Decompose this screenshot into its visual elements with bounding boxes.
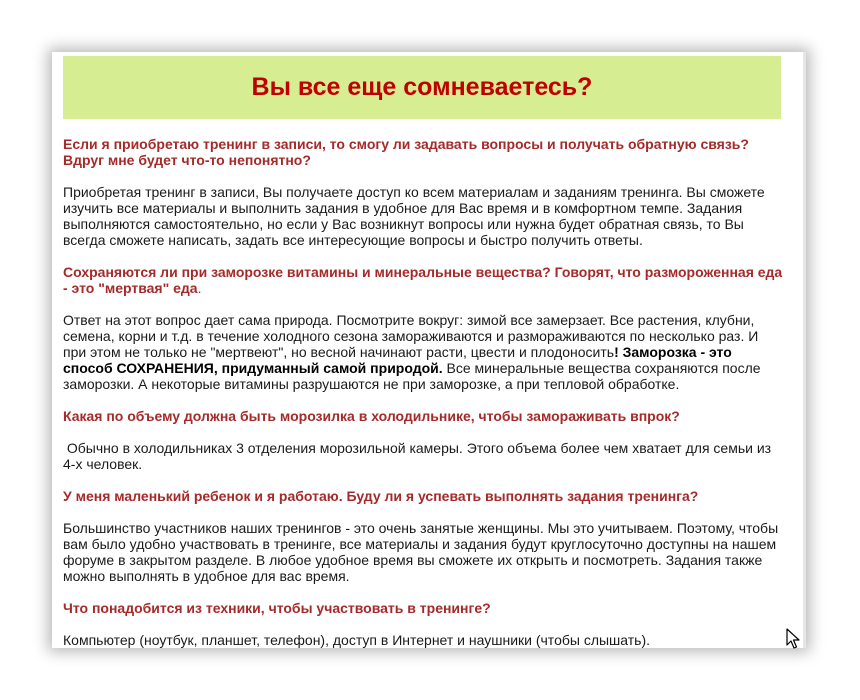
faq-question-5: Что понадобится из техники, чтобы участвовать в тренинге? bbox=[63, 600, 491, 616]
faq-question-2-text: Сохраняются ли при заморозке витамины и минеральные вещества? Говорят, что размороженная еда - это "мертвая" еда bbox=[63, 264, 783, 296]
faq-card bbox=[52, 52, 806, 648]
faq-answer-5 bbox=[63, 632, 785, 648]
scrollbar[interactable] bbox=[803, 52, 806, 648]
faq-answer-2-text: Ответ на этот вопрос дает сама природа. Посмотрите вокруг: зимой все замерзает. Все растения, клубни, семена, корни и т.д. в течение холодного сезона замораживаются и размораживаются по несколько раз. И при этом не только не "мертвеют", но весной начинают расти, цвести и плодоносить bbox=[63, 312, 759, 360]
faq-answer-2-text-end: Все минеральные вещества сохраняются после заморозки. А некоторые витамины разрушаются не при заморозке, а при тепловой обработке. bbox=[63, 360, 761, 392]
faq-question-2-tail: . bbox=[197, 280, 202, 296]
page-title: Вы все еще сомневаетесь? bbox=[251, 73, 593, 101]
faq-question-1: Если я приобретаю тренинг в записи, то смогу ли задавать вопросы и получать обратную связь? Вдруг мне будет что-то непонятно? bbox=[63, 136, 749, 168]
faq-answer-2 bbox=[63, 312, 785, 392]
faq-answer-3 bbox=[63, 440, 785, 472]
faq-answer-1 bbox=[63, 184, 785, 248]
faq-answer-5-text: Компьютер (ноутбук, планшет, телефон), доступ в Интернет и наушники (чтобы слышать). bbox=[63, 632, 651, 648]
faq-question-4: У меня маленький ребенок и я работаю. Буду ли я успевать выполнять задания тренинга? bbox=[63, 488, 699, 504]
title-banner bbox=[63, 56, 781, 119]
faq-answer-4 bbox=[63, 520, 785, 584]
faq-question-2 bbox=[63, 264, 785, 296]
faq-answer-4-text: Большинство участников наших тренингов - это очень занятые женщины. Мы это учитываем. Поэтому, чтобы вам было удобно участвовать в тренинге, все материалы и задания будут круглосуточно доступны на нашем форуме в закрытом разделе. В любое удобное время вы сможете их открыть и посмотреть. Задания также можно выполнять в удобное для вас время. bbox=[63, 520, 779, 584]
faq-list bbox=[63, 136, 785, 648]
faq-answer-1-text: Приобретая тренинг в записи, Вы получаете доступ ко всем материалам и заданиям тренинга. Вы сможете изучить все материалы и выполнить задания в удобное для Вас время и в комфортном темпе. Задания выполняются самостоятельно, но если у Вас возникнут вопросы или нужна будет обратная связь, то Вы всегда сможете написать, задать все интересующие вопросы и быстро получить ответы. bbox=[63, 184, 765, 248]
faq-answer-3-text: Обычно в холодильниках 3 отделения морозильной камеры. Этого объема более чем хватает для семьи из 4-х человек. bbox=[63, 440, 775, 472]
faq-answer-2-emphasis: ! Заморозка - это способ СОХРАНЕНИЯ, придуманный самой природой. bbox=[63, 344, 732, 376]
faq-question-3: Какая по объему должна быть морозилка в холодильнике, чтобы замораживать впрок? bbox=[63, 408, 680, 424]
mouse-pointer-icon bbox=[786, 628, 800, 650]
